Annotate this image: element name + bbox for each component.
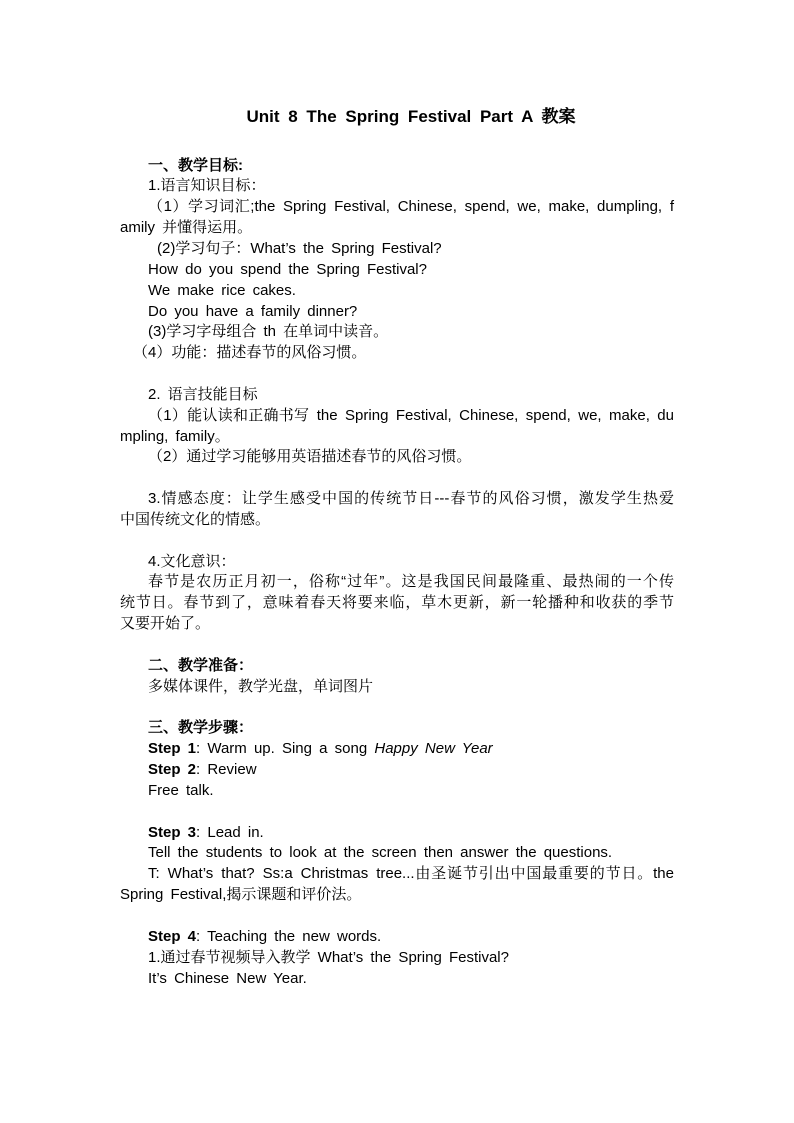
step-4-detail: 1.通过春节视频导入教学 What’s the Spring Festival? [148, 948, 509, 966]
step-3-label: Step 3 [148, 823, 197, 841]
step-3-detail: T: What’s that? Ss:a Christmas tree...由圣诞节引出中国最重要的节日。the [148, 865, 674, 883]
step-4-text: : Teaching the new words. [196, 927, 382, 945]
knowledge-function-line: （4）功能：描述春节的风俗习惯。 [133, 344, 367, 362]
document-title: Unit 8 The Spring Festival Part A 教案 [246, 107, 576, 126]
attitude-line-cont: 中国传统文化的情感。 [120, 510, 271, 528]
step-1-label: Step 1 [148, 740, 197, 758]
step-2-label: Step 2 [148, 761, 197, 779]
culture-heading: 4.文化意识： [148, 552, 236, 570]
skills-line: （1）能认读和正确书写 the Spring Festival, Chinese, spend, we, make, du [148, 406, 674, 424]
step-1-line [120, 739, 674, 760]
step-4-detail: It’s Chinese New Year. [148, 969, 307, 987]
preparation-heading: 二、教学准备： [148, 656, 254, 674]
skills-line-cont: mpling, family。 [120, 427, 230, 445]
culture-line: 春节是农历正月初一，俗称“过年”。这是我国民间最隆重、最热闹的一个传 [148, 573, 674, 591]
attitude-line: 3.情感态度：让学生感受中国的传统节日---春节的风俗习惯，激发学生热爱 [148, 490, 674, 508]
step-2-line [120, 760, 674, 781]
preparation-text: 多媒体课件，教学光盘，单词图片 [148, 677, 374, 695]
step-4-line [120, 927, 674, 948]
knowledge-vocab-line: （1）学习词汇;the Spring Festival, Chinese, spend, we, make, dumpling, f [148, 198, 674, 216]
step-3-detail-cont: Spring Festival,揭示课题和评价法。 [120, 886, 362, 904]
lesson-plan-body [120, 156, 674, 990]
knowledge-vocab-line-cont: amily 并懂得运用。 [120, 219, 253, 237]
step-3-detail: Tell the students to look at the screen then answer the questions. [148, 844, 613, 862]
steps-heading: 三、教学步骤： [148, 719, 254, 737]
step-4-label: Step 4 [148, 927, 197, 945]
objectives-heading: 一、教学目标: [148, 156, 243, 174]
knowledge-sentences-line: (2)学习句子：What’s the Spring Festival? [157, 239, 442, 257]
step-2-detail: Free talk. [148, 781, 214, 799]
sentence-line: How do you spend the Spring Festival? [148, 260, 427, 278]
step-1-text: : Warm up. Sing a song [196, 740, 375, 758]
step-1-song-title: Happy New Year [374, 740, 493, 758]
sentence-line: We make rice cakes. [148, 281, 296, 299]
skills-line: （2）通过学习能够用英语描述春节的风俗习惯。 [148, 448, 472, 466]
step-2-text: : Review [196, 761, 257, 779]
step-3-text: : Lead in. [196, 823, 264, 841]
knowledge-phonics-line: (3)学习字母组合 th 在单词中读音。 [148, 323, 389, 341]
culture-line-cont: 又要开始了。 [120, 615, 211, 633]
step-3-line [120, 823, 674, 844]
culture-line-cont: 统节日。春节到了，意味着春天将要来临，草木更新，新一轮播种和收获的季节 [120, 594, 674, 612]
skills-heading: 2. 语言技能目标 [148, 385, 258, 403]
knowledge-heading: 1.语言知识目标： [148, 177, 266, 195]
sentence-line: Do you have a family dinner? [148, 302, 358, 320]
